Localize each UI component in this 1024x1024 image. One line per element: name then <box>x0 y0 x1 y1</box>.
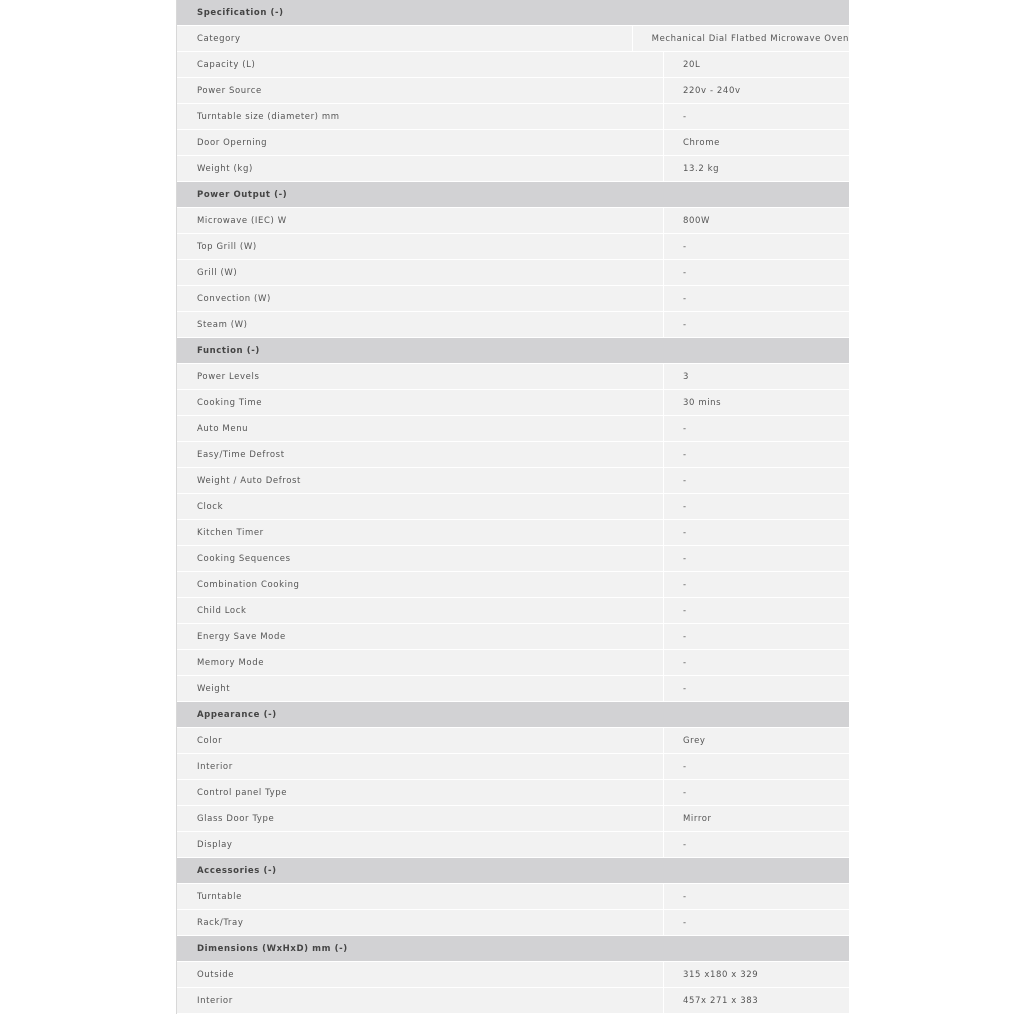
spec-value: - <box>683 917 687 928</box>
spec-value: - <box>683 111 687 122</box>
spec-value: 13.2 kg <box>683 163 720 174</box>
spec-label: Clock <box>197 501 224 512</box>
spec-row <box>177 156 849 182</box>
spec-row <box>177 312 849 338</box>
spec-label: Child Lock <box>197 605 247 616</box>
spec-value: - <box>683 241 687 252</box>
spec-label: Turntable size (diameter) mm <box>197 111 340 122</box>
spec-value: - <box>683 423 687 434</box>
spec-row <box>177 884 849 910</box>
spec-row <box>177 624 849 650</box>
spec-value: Chrome <box>683 137 720 148</box>
spec-label: Convection (W) <box>197 293 271 304</box>
spec-value: - <box>683 631 687 642</box>
spec-label: Top Grill (W) <box>197 241 257 252</box>
spec-row <box>177 208 849 234</box>
spec-label: Cooking Time <box>197 397 263 408</box>
section-title: Specification (-) <box>197 7 284 18</box>
spec-value: - <box>683 605 687 616</box>
spec-row <box>177 52 849 78</box>
spec-row <box>177 728 849 754</box>
spec-value: - <box>683 553 687 564</box>
spec-label: Rack/Tray <box>197 917 244 928</box>
spec-label: Cooking Sequences <box>197 553 291 564</box>
spec-label: Turntable <box>197 891 242 902</box>
spec-value: - <box>683 579 687 590</box>
spec-value: - <box>683 501 687 512</box>
spec-label: Outside <box>197 969 235 980</box>
spec-label: Combination Cooking <box>197 579 300 590</box>
spec-value: - <box>683 787 687 798</box>
spec-row <box>177 494 849 520</box>
spec-value: 3 <box>683 371 690 382</box>
spec-label: Power Levels <box>197 371 260 382</box>
spec-label: Power Source <box>197 85 262 96</box>
spec-value: - <box>683 449 687 460</box>
spec-value: Mirror <box>683 813 712 824</box>
section-header <box>177 936 849 962</box>
spec-row <box>177 364 849 390</box>
spec-row <box>177 598 849 624</box>
spec-row <box>177 832 849 858</box>
section-title: Power Output (-) <box>197 189 288 200</box>
spec-label: Weight <box>197 683 231 694</box>
spec-row <box>177 754 849 780</box>
spec-label: Interior <box>197 761 233 772</box>
spec-label: Energy Save Mode <box>197 631 286 642</box>
spec-value: Mechanical Dial Flatbed Microwave Oven <box>651 33 849 44</box>
spec-row <box>177 676 849 702</box>
section-header <box>177 338 849 364</box>
spec-row <box>177 130 849 156</box>
spec-label: Color <box>197 735 223 746</box>
spec-label: Control panel Type <box>197 787 288 798</box>
spec-value: - <box>683 319 687 330</box>
spec-value: - <box>683 761 687 772</box>
spec-value: - <box>683 657 687 668</box>
spec-row <box>177 962 849 988</box>
spec-row <box>177 780 849 806</box>
spec-label: Capacity (L) <box>197 59 256 70</box>
section-header <box>177 702 849 728</box>
spec-value: 800W <box>683 215 711 226</box>
spec-label: Auto Menu <box>197 423 249 434</box>
spec-label: Microwave (IEC) W <box>197 215 287 226</box>
spec-label: Door Operning <box>197 137 268 148</box>
section-header <box>177 182 849 208</box>
spec-row <box>177 572 849 598</box>
spec-value: - <box>683 683 687 694</box>
spec-label: Interior <box>197 995 233 1006</box>
spec-row <box>177 26 849 52</box>
spec-row <box>177 806 849 832</box>
section-header <box>177 858 849 884</box>
spec-row <box>177 650 849 676</box>
spec-row <box>177 988 849 1014</box>
spec-row <box>177 104 849 130</box>
spec-value: - <box>683 527 687 538</box>
spec-label: Kitchen Timer <box>197 527 264 538</box>
spec-label: Glass Door Type <box>197 813 275 824</box>
spec-label: Weight / Auto Defrost <box>197 475 301 486</box>
spec-row <box>177 520 849 546</box>
spec-label: Category <box>197 33 241 44</box>
spec-value: 457x 271 x 383 <box>683 995 759 1006</box>
spec-label: Steam (W) <box>197 319 248 330</box>
spec-value: - <box>683 891 687 902</box>
spec-table <box>176 0 849 1014</box>
section-title: Accessories (-) <box>197 865 277 876</box>
section-header <box>177 0 849 26</box>
section-title: Function (-) <box>197 345 260 356</box>
spec-value: 220v - 240v <box>683 85 741 96</box>
spec-label: Display <box>197 839 233 850</box>
spec-value: 315 x180 x 329 <box>683 969 759 980</box>
section-title: Appearance (-) <box>197 709 277 720</box>
spec-row <box>177 390 849 416</box>
spec-value: - <box>683 267 687 278</box>
spec-row <box>177 416 849 442</box>
spec-value: - <box>683 475 687 486</box>
spec-label: Grill (W) <box>197 267 238 278</box>
spec-row <box>177 234 849 260</box>
spec-value: Grey <box>683 735 706 746</box>
spec-value: 20L <box>683 59 701 70</box>
section-title: Dimensions (WxHxD) mm (-) <box>197 943 348 954</box>
spec-value: - <box>683 839 687 850</box>
spec-label: Memory Mode <box>197 657 265 668</box>
spec-row <box>177 78 849 104</box>
spec-row <box>177 468 849 494</box>
spec-row <box>177 286 849 312</box>
spec-value: - <box>683 293 687 304</box>
spec-row <box>177 910 849 936</box>
spec-row <box>177 442 849 468</box>
spec-label: Easy/Time Defrost <box>197 449 285 460</box>
spec-label: Weight (kg) <box>197 163 253 174</box>
spec-row <box>177 260 849 286</box>
spec-row <box>177 546 849 572</box>
spec-value: 30 mins <box>683 397 722 408</box>
